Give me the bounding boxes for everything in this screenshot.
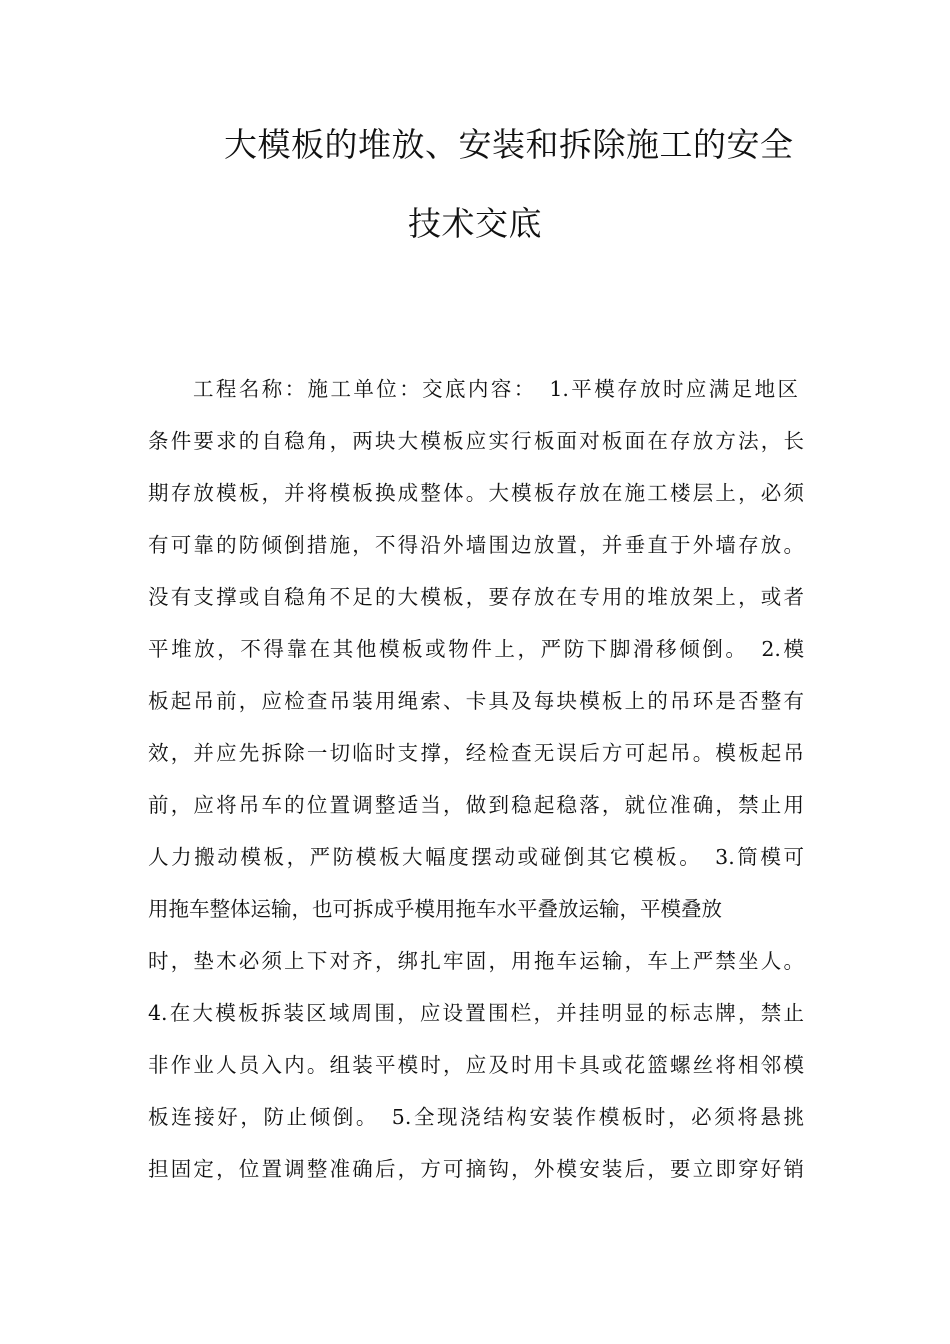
body-line-11: 用拖车整体运输，也可拆成乎模用拖车水平叠放运输，平模叠放 [148,897,722,921]
body-line-13: 4.在大模板拆装区域周围，应设置围栏，并挂明显的标志牌，禁止 [148,1001,804,1025]
body-line-2: 条件要求的自稳角，两块大模板应实行板面对板面在存放方法，长 [148,429,804,453]
body-line-10: 人力搬动模板，严防模板大幅度摆动或碰倒其它模板。 3.筒模可 [148,845,804,869]
body-line-4: 有可靠的防倾倒措施，不得沿外墙围边放置，并垂直于外墙存放。 [148,533,804,557]
body-line-6: 平堆放，不得靠在其他模板或物件上，严防下脚滑移倾倒。 2.模 [148,637,804,661]
body-line-7: 板起吊前，应检查吊装用绳索、卡具及每块模板上的吊环是否整有 [148,689,804,713]
body-line-12: 时，垫木必须上下对齐，绑扎牢固，用拖车运输，车上严禁坐人。 [148,949,804,973]
body-line-14: 非作业人员入内。组装平模时，应及时用卡具或花篮螺丝将相邻模 [148,1053,804,1077]
document-title-line-2: 技术交底 [408,204,542,243]
body-line-5: 没有支撑或自稳角不足的大模板，要存放在专用的堆放架上，或者 [148,585,804,609]
body-line-3: 期存放模板，并将模板换成整体。大模板存放在施工楼层上，必须 [148,481,804,505]
body-line-8: 效，并应先拆除一切临时支撑，经检查无误后方可起吊。模板起吊 [148,741,804,765]
body-line-16: 担固定，位置调整准确后，方可摘钩，外模安装后，要立即穿好销 [148,1157,804,1181]
body-line-1: 工程名称：施工单位：交底内容： 1.平模存放时应满足地区 [193,377,798,401]
body-line-9: 前，应将吊车的位置调整适当，做到稳起稳落，就位准确，禁止用 [148,793,804,817]
body-line-15: 板连接好，防止倾倒。 5.全现浇结构安装作模板时，必须将悬挑 [148,1105,804,1129]
document-title-line-1: 大模板的堆放、安装和拆除施工的安全 [224,125,794,164]
